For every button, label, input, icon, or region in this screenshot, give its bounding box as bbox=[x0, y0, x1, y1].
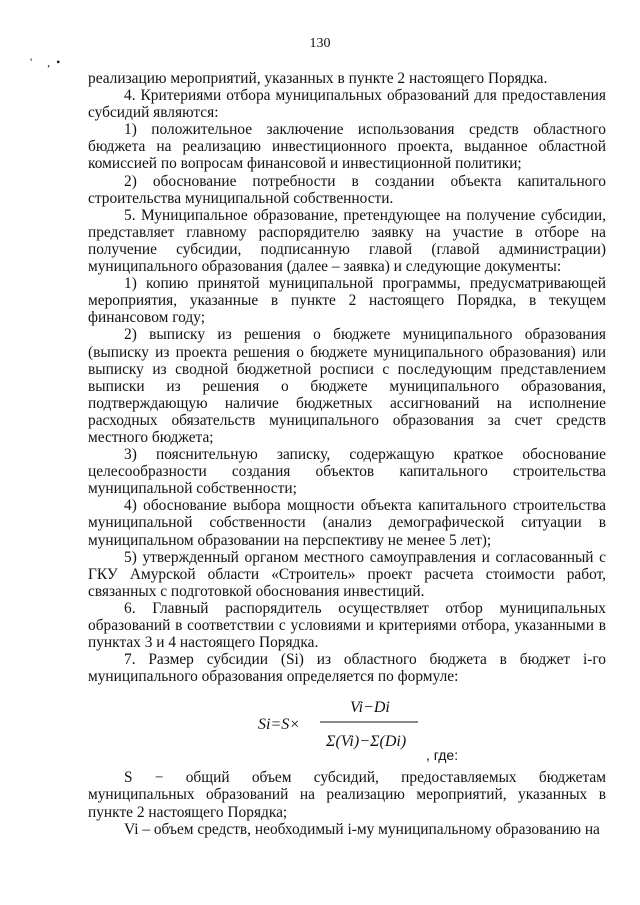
definition-s: S − общий объем субсидий, предоставляемых бюджетам муниципальных образований на реализацию мероприятий, указанных в пункте 2 настоящего Порядка; bbox=[88, 769, 606, 821]
document-item-3: 3) пояснительную записку, содержащую краткое обоснование целесообразности создания объектов капитального строительства муниципальной собственности; bbox=[88, 446, 606, 498]
document-item-4: 4) обоснование выбора мощности объекта капитального строительства муниципальной собственности (анализ демографической ситуации в муниципальном образовании на перспективу не менее 5 лет); bbox=[88, 497, 606, 549]
definition-vi: Vi – объем средств, необходимый i-му муниципальному образованию на bbox=[124, 820, 600, 838]
criteria-item-2: 2) обоснование потребности в создании объекта капитального строительства муниципальной собственности. bbox=[88, 172, 606, 207]
formula-denominator: Σ(Vi)−Σ(Di) bbox=[326, 733, 407, 751]
formula-numerator: Vi−Di bbox=[350, 699, 390, 717]
formula-graphic bbox=[88, 687, 606, 766]
paragraph-5-application: 5. Муниципальное образование, претендующее на получение субсидии, представляет главному распорядителю заявку на участие в отборе на получение субсидии, подписанную главой (главой администрации) муниципального образования (далее – заявка) и следующие документы: bbox=[88, 206, 606, 276]
criteria-item-1: 1) положительное заключение использования средств областного бюджета на реализацию инвестиционного проекта, выданное областной комиссией по вопросам финансовой и инвестиционной политики; bbox=[88, 121, 606, 173]
paragraph-6-selection: 6. Главный распорядитель осуществляет отбор муниципальных образований в соответствии с условиями и критериями отбора, указанными в пунктах 3 и 4 настоящего Порядка. bbox=[88, 599, 606, 652]
document-body bbox=[88, 70, 606, 838]
paragraph-continuation: реализацию мероприятий, указанных в пункте 2 настоящего Порядка. bbox=[88, 70, 548, 87]
formula-lhs: Si=S× bbox=[258, 716, 301, 734]
subsidy-formula bbox=[88, 687, 606, 766]
paragraph-4-criteria: 4. Критериями отбора муниципальных образований для предоставления субсидий являются: bbox=[88, 87, 606, 122]
document-item-5: 5) утвержденный органом местного самоуправления и согласованный с ГКУ Амурской области «Строитель» проект расчета стоимости работ, связанных с подготовкой обоснования инвестиций. bbox=[88, 548, 606, 600]
scan-mark: ' ,• bbox=[30, 55, 67, 69]
document-item-1: 1) копию принятой муниципальной программы, предусматривающей мероприятия, указанные в пункте 2 настоящего Порядка, в текущем финансовом году; bbox=[88, 275, 606, 327]
document-item-2: 2) выписку из решения о бюджете муниципального образования (выписку из проекта решения о бюджете муниципального образования) или выписку из сводной бюджетной росписи с последующим представлением выписки из решения о бюджете муниципального образования, подтверждающую наличие бюджетных ассигнований на исполнение расходных обязательств муниципального образования за счет средств местного бюджета; bbox=[88, 326, 606, 446]
formula-suffix: , где: bbox=[426, 747, 459, 764]
paragraph-7-subsidy-size: 7. Размер субсидии (Si) из областного бюджета в бюджет i-го муниципального образования определяется по формуле: bbox=[88, 651, 606, 686]
page-number: 130 bbox=[309, 36, 331, 51]
